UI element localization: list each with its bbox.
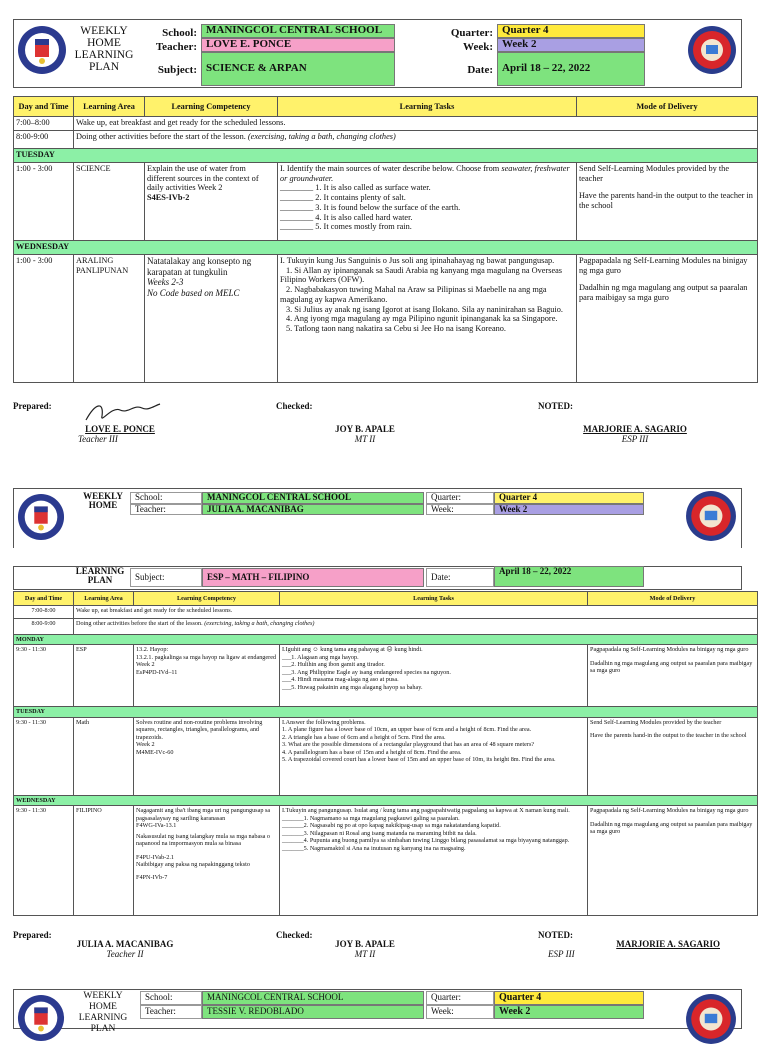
learning-area: SCIENCE — [74, 163, 145, 241]
routine-row — [74, 619, 758, 635]
task-item: ________ 2. It contains plenty of salt. — [280, 193, 406, 203]
deped-seal-icon — [17, 493, 65, 541]
tasks-cell — [280, 806, 588, 916]
time-cell: 9:30 - 11:30 — [14, 645, 74, 707]
delivery-text: Pagpapadala ng Self-Learning Modules na binigay ng mga guro — [590, 807, 749, 815]
quarter-label: Quarter: — [426, 991, 494, 1005]
col-header: Mode of Delivery — [577, 97, 758, 117]
competency: Nakasusulat ng isang talangkay mula sa mga nabasa o napanood na impormasyon mula sa binasa — [136, 832, 271, 848]
routine-text: Doing other activities before the start of the lesson. — [76, 132, 246, 141]
quarter-field: Quarter 4 — [494, 492, 644, 504]
routine-time: 8:00-9:00 — [14, 619, 74, 635]
week-label: Week: — [426, 1005, 494, 1019]
task-item: 2. A triangle has a base of 6cm and a height of 5cm. Find the area. — [282, 733, 446, 741]
competency-code: S4ES-IVb-2 — [147, 193, 190, 203]
competency: Explain the use of water from different sources in the context of daily activities Week 2 — [147, 164, 259, 193]
routine-time: 7:00-8:00 — [14, 606, 74, 619]
competency: 13.2. Hayop: — [136, 646, 169, 654]
day-label: WEDNESDAY — [14, 241, 758, 255]
delivery-text: Dadalhin ng mga magulang ang output sa paaralan para maibigay sa mga guro — [590, 820, 753, 836]
task-item: _______5. Nagmamaktol si Ana na inutusan ng kanyang ina na magsaing. — [282, 844, 466, 852]
learning-area: FILIPINO — [74, 806, 134, 916]
learning-area: ESP — [74, 645, 134, 707]
competency-code: M4ME-IVc-60 — [136, 748, 174, 756]
noted-name: MARJORIE A. SAGARIO — [583, 424, 687, 434]
school-logo-icon — [685, 490, 737, 542]
routine-text: Doing other activities before the start of the lesson. — [76, 620, 203, 627]
date-label: Date: — [467, 64, 493, 76]
col-header: Learning Competency — [145, 97, 278, 117]
task-item: I.Tukuyin ang pangungusap. Isulat ang / kung tama ang pagpapahiwatig pagpalang sa kapwa at X naman kung mali. — [282, 807, 570, 815]
noted-role: ESP III — [621, 434, 649, 445]
task-item: _______1. Nagmamano sa mga magulang pagkauwi galing sa paaralan. — [282, 814, 460, 822]
prepared-label: Prepared: — [13, 401, 52, 411]
day-label: WEDNESDAY — [14, 795, 758, 805]
competency-cell — [145, 255, 278, 383]
teacher-field: TESSIE V. REDOBLADO — [202, 1005, 424, 1019]
task-item: ___2. Hulihin ang ibon gamit ang tirador. — [282, 661, 385, 669]
school-logo-icon — [687, 25, 737, 75]
date-field: April 18 – 22, 2022 — [497, 52, 645, 86]
task-item: 4. Ang iyong mga magulang ay mga Pilipino ngunit ipinanganak ka sa Singapore. — [286, 314, 558, 324]
plan-title: WEEKLY HOME LEARNING PLAN — [78, 991, 128, 1034]
task-item: _______3. Nilagpasan ni Rosal ang isang matanda na maraming bitbit na dala. — [282, 829, 477, 837]
tasks-cell — [280, 645, 588, 707]
task-item: ___5. Huwag pakainin ang mga alagang hayop sa bahay. — [282, 683, 423, 691]
routine-time: 7:00–8:00 — [14, 117, 74, 131]
checked-role: MT II — [354, 949, 376, 960]
task-item: 5. A trapezoidal covered court has a lower base of 15m and an upper base of 10m, its height 8m. Find the area. — [282, 756, 556, 764]
delivery-text: Dadalhin ng mga magulang ang output sa paaralan para maibigay sa mga guro — [590, 659, 753, 675]
task-item: ________ 3. It is found below the surface of the earth. — [280, 202, 461, 212]
teacher-label: Teacher: — [130, 504, 202, 515]
routine-text: Wake up, eat breakfast and get ready for the scheduled lessons. — [74, 117, 758, 131]
task-item: ___1. Alagaan ang mga hayop. — [282, 653, 359, 661]
task-item: 3. What are the possible dimensions of a rectangular playground that has an area of 48 square meters? — [282, 741, 535, 749]
checked-signatory — [320, 424, 410, 445]
plan-title: WEEKLY HOME LEARNING PLAN — [74, 25, 134, 74]
school-label: School: — [140, 991, 202, 1005]
day-label: TUESDAY — [14, 149, 758, 163]
prepared-role: Teacher II — [106, 949, 144, 960]
day-label: MONDAY — [14, 635, 758, 645]
task-item: ________ 4. It is also called hard water. — [280, 212, 413, 222]
delivery-cell — [588, 645, 758, 707]
task-item: 2. Nagbabakasyon tuwing Mahal na Araw sa Pilipinas si Maebelle na ang mga magulang ay kapwa Amerikano. — [280, 285, 547, 304]
noted-signatory — [565, 424, 705, 445]
routine-text: Wake up, eat breakfast and get ready for the scheduled lessons. — [74, 606, 758, 619]
competency-code: No Code based on MELC — [147, 287, 240, 298]
subject-label: Subject: — [130, 568, 202, 587]
col-header: Learning Area — [74, 97, 145, 117]
task-item: _______4. Pupunta ang buong pamilya sa simbahan tuwing Linggo bilang pasasalamat sa mga biyayang natanggap. — [282, 837, 570, 845]
teacher-field: JULIA A. MACANIBAG — [202, 504, 424, 515]
school-logo-icon — [685, 993, 737, 1045]
school-field: MANINGCOL CENTRAL SCHOOL — [202, 492, 424, 504]
col-header: Day and Time — [14, 97, 74, 117]
task-item: 1. A plane figure has a lower base of 10cm, an upper base of 6cm and a height of 8cm. Find the area. — [282, 726, 532, 734]
routine-time: 8:00-9:00 — [14, 131, 74, 149]
task-item: ________ 5. It comes mostly from rain. — [280, 222, 412, 232]
delivery-cell — [588, 717, 758, 795]
task-item: 1. Si Allan ay ipinanganak sa Saudi Arabia ng kanyang mga magulang na Overseas Filipino Workers (OFW). — [280, 265, 563, 285]
delivery-cell — [577, 255, 758, 383]
noted-label: NOTED: — [538, 930, 574, 940]
prepared-role: Teacher III — [78, 434, 118, 445]
competency: Naibibigay ang paksa ng napakinggang teksto — [136, 860, 250, 868]
task-item: 4. A parallelogram has a base of 15m and a height of 8cm. Find the area. — [282, 748, 462, 756]
time-cell: 9:30 - 11:30 — [14, 717, 74, 795]
task-item: 3. Si Julius ay anak ng isang Igorot at isang Ilokano. Sila ay naninirahan sa Baguio. — [286, 304, 563, 314]
competency: 13.2.1. pagkalinga sa mga hayop na ligaw at endangered — [136, 653, 277, 661]
col-header: Mode of Delivery — [588, 592, 758, 606]
deped-seal-icon — [17, 994, 65, 1042]
quarter-label: Quarter: — [450, 27, 493, 39]
school-field: MANINGCOL CENTRAL SCHOOL — [202, 991, 424, 1005]
col-header: Learning Competency — [134, 592, 280, 606]
competency-code: F4WG-IVa-13.1 — [136, 822, 177, 830]
delivery-cell — [577, 163, 758, 241]
routine-note: (exercising, taking a bath, changing clothes) — [204, 620, 315, 627]
task-item: ___4. Hindi masama mag-alaga ng aso at pusa. — [282, 676, 399, 684]
noted-name: MARJORIE A. SAGARIO — [616, 939, 720, 949]
week-field: Week 2 — [497, 38, 645, 52]
col-header: Learning Area — [74, 592, 134, 606]
delivery-text: Have the parents hand-in the output to the teacher in the school — [579, 191, 753, 211]
date-label: Date: — [426, 568, 494, 587]
task-item: I. Tukuyin kung Jus Sanguinis o Jus soli ang ipinahahayag ng bawat pangungusap. — [280, 256, 555, 265]
delivery-cell — [588, 806, 758, 916]
checked-role: MT II — [354, 434, 376, 445]
time-cell: 9:30 - 11:30 — [14, 806, 74, 916]
competency-cell — [134, 717, 280, 795]
prepared-signatory — [70, 939, 180, 960]
col-header: Learning Tasks — [278, 97, 577, 117]
school-field: MANINGCOL CENTRAL SCHOOL — [201, 24, 395, 38]
week-field: Week 2 — [494, 1005, 644, 1019]
competency: Week 2 — [136, 661, 155, 669]
competency-cell — [134, 806, 280, 916]
plan1-table — [13, 96, 758, 383]
subject-label: Subject: — [157, 64, 197, 76]
task-item: ___3. Ang Philippine Eagle ay isang endangered species na nguyon. — [282, 668, 451, 676]
col-header: Day and Time — [14, 592, 74, 606]
subject-field: SCIENCE & ARPAN — [201, 52, 395, 86]
deped-seal-icon — [17, 25, 67, 75]
checked-signatory — [320, 939, 410, 960]
competency-weeks: Weeks 2-3 — [147, 277, 184, 288]
checked-label: Checked: — [276, 930, 313, 940]
school-label: School: — [162, 27, 197, 39]
col-header: Learning Tasks — [280, 592, 588, 606]
quarter-label: Quarter: — [426, 492, 494, 504]
signature-icon — [82, 398, 162, 426]
quarter-field: Quarter 4 — [497, 24, 645, 38]
noted-signatory — [520, 939, 750, 960]
school-label: School: — [130, 492, 202, 504]
tasks-cell — [278, 255, 577, 383]
task-choices: seawater, freshwater or groundwater. — [280, 164, 570, 183]
teacher-field: LOVE E. PONCE — [201, 38, 395, 52]
competency-code: EsP4PD-IVd–11 — [136, 668, 178, 676]
prepared-label: Prepared: — [13, 930, 52, 940]
delivery-text: Have the parents hand-in the output to the teacher in the school — [590, 732, 747, 740]
date-field: April 18 – 22, 2022 — [494, 566, 644, 587]
learning-area: Math — [74, 717, 134, 795]
week-field: Week 2 — [494, 504, 644, 515]
prepared-signatory — [78, 424, 162, 445]
task-item: _______2. Nagsasabi ng po at opo kapag nakikipag-usap sa mga nakatatandang kapatid. — [282, 822, 501, 830]
tasks-cell — [278, 163, 577, 241]
task-item: I.Iguhit ang ☺ kung tama ang pahayag at ☹ kung hindi. — [282, 646, 423, 654]
plan-title-part: WEEKLY HOME — [83, 491, 123, 511]
delivery-text: Dadalhin ng mga magulang ang output sa paaralan para maibigay sa mga guro — [579, 283, 748, 303]
day-label: TUESDAY — [14, 707, 758, 717]
competency-cell — [145, 163, 278, 241]
delivery-text: Pagpapadala ng Self-Learning Modules na binigay ng mga guro — [590, 646, 749, 654]
checked-name: JOY B. APALE — [335, 939, 395, 949]
week-label: Week: — [463, 41, 493, 53]
plan2-table — [13, 591, 758, 916]
routine-row — [74, 131, 758, 149]
delivery-text: Send Self-Learning Modules provided by the teacher — [579, 164, 730, 183]
prepared-name: JULIA A. MACANIBAG — [76, 939, 174, 949]
subject-field: ESP – MATH – FILIPINO — [202, 568, 424, 587]
task-item: 5. Tatlong taon nang nakatira sa Cebu si Jee Ho na isang Koreano. — [286, 323, 506, 333]
competency: Solves routine and non-routine problems involving squares, rectangles, triangles, parallelograms, and trapezoids. — [136, 718, 263, 741]
checked-label: Checked: — [276, 401, 313, 411]
prepared-name: LOVE E. PONCE — [85, 424, 155, 434]
quarter-field: Quarter 4 — [494, 991, 644, 1005]
competency-cell — [134, 645, 280, 707]
time-cell: 1:00 - 3:00 — [14, 255, 74, 383]
competency: Natatalakay ang konsepto ng karapatan at tungkulin — [147, 256, 252, 277]
competency: Week 2 — [136, 741, 155, 749]
task-item: ________ 1. It is also called as surface water. — [280, 183, 431, 193]
tasks-cell — [280, 717, 588, 795]
checked-name: JOY B. APALE — [335, 424, 395, 434]
noted-role: ESP III — [548, 949, 575, 960]
noted-label: NOTED: — [538, 401, 574, 411]
week-label: Week: — [426, 504, 494, 515]
task-intro: I. Identify the main sources of water describe below. Choose from — [280, 164, 500, 173]
competency-code: F4PU-IVab-2.1 — [136, 853, 174, 861]
teacher-label: Teacher: — [140, 1005, 202, 1019]
delivery-text: Send Self-Learning Modules provided by the teacher — [590, 718, 722, 726]
learning-area: ARALING PANLIPUNAN — [74, 255, 145, 383]
time-cell: 1:00 - 3:00 — [14, 163, 74, 241]
task-item: I.Answer the following problems. — [282, 718, 366, 726]
competency-code: F4PN-IVb-7 — [136, 874, 168, 882]
competency: Nagagamit ang iba't ibang mga uri ng pangungusap sa pagsasalaysay ng sariling karanasan — [136, 807, 271, 822]
plan-title-part: LEARNING PLAN — [75, 566, 125, 586]
teacher-label: Teacher: — [155, 41, 197, 53]
routine-note: (exercising, taking a bath, changing clothes) — [247, 132, 396, 141]
delivery-text: Pagpapadala ng Self-Learning Modules na binigay ng mga guro — [579, 256, 748, 275]
